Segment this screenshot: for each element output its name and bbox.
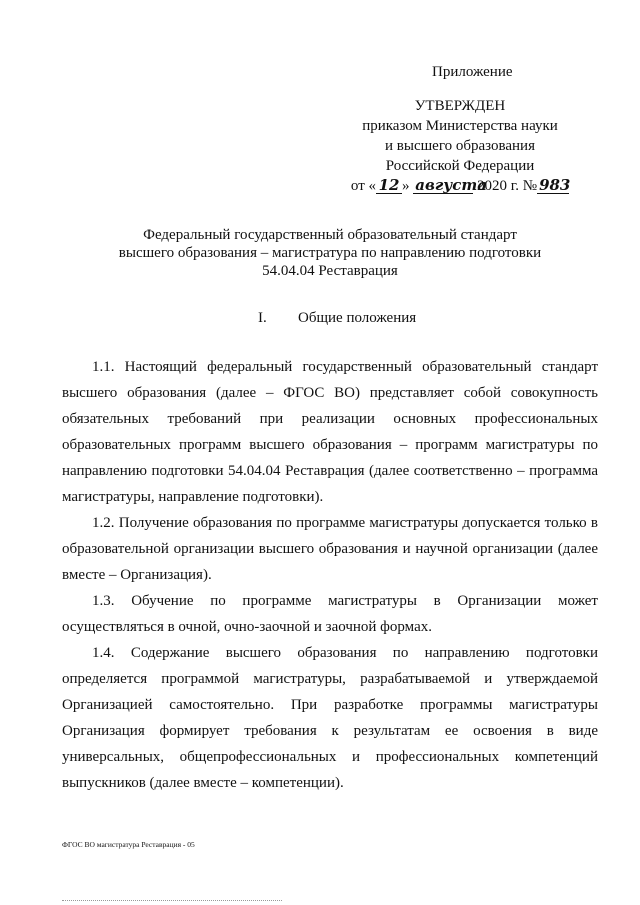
- order-from-text: от «: [350, 178, 377, 194]
- section-number: I.: [258, 310, 267, 326]
- footer-text: ФГОС ВО магистратура Реставрация - 05: [62, 840, 195, 849]
- order-year-text: 2020 г. №: [477, 178, 538, 194]
- body-text: [62, 354, 598, 796]
- title-line: Федеральный государственный образовательный стандарт: [143, 227, 517, 243]
- bottom-divider: [62, 900, 282, 901]
- paragraph: 1.3. Обучение по программе магистратуры в Организации может осуществляться в очной, очно-заочной и заочной формах.: [62, 593, 598, 635]
- paragraph: 1.1. Настоящий федеральный государственный образовательный стандарт высшего образования (далее – ФГОС ВО) представляет собой совокупность обязательных требований при реализации основных профессиональных образовательных программ высшего образования – программ магистратуры по направлению подготовки 54.04.04 Реставрация (далее соответственно – программа магистратуры, направление подготовки).: [62, 359, 598, 505]
- approval-line: Российской Федерации: [385, 158, 535, 174]
- approval-line: приказом Министерства науки: [362, 118, 558, 134]
- section-title: Общие положения: [298, 310, 417, 326]
- order-number-handwritten: 983: [539, 176, 571, 194]
- paragraph: 1.2. Получение образования по программе магистратуры допускается только в образовательной организации высшего образования и научной организации (далее вместе – Организация).: [62, 515, 598, 583]
- order-date-line: [330, 176, 590, 196]
- order-month-handwritten: августа: [415, 176, 487, 194]
- appendix-label: Приложение: [432, 64, 513, 80]
- title-line: высшего образования – магистратура по направлению подготовки: [118, 245, 542, 261]
- approval-block: [330, 96, 590, 196]
- standard-title: [80, 226, 580, 280]
- order-day-handwritten: 12: [376, 178, 402, 194]
- approval-title: УТВЕРЖДЕН: [414, 98, 506, 114]
- order-mid-text: »: [402, 178, 410, 194]
- approval-line: и высшего образования: [385, 138, 535, 154]
- paragraph: 1.4. Содержание высшего образования по направлению подготовки определяется программой магистратуры, разрабатываемой и утверждаемой Организацией самостоятельно. При разработке программы магистратуры Организация формирует требования к результатам ее освоения в виде универсальных, общепрофессиональных и профессиональных компетенций выпускников (далее вместе – компетенции).: [62, 645, 598, 791]
- section-heading: [258, 310, 416, 327]
- title-line: 54.04.04 Реставрация: [262, 263, 398, 279]
